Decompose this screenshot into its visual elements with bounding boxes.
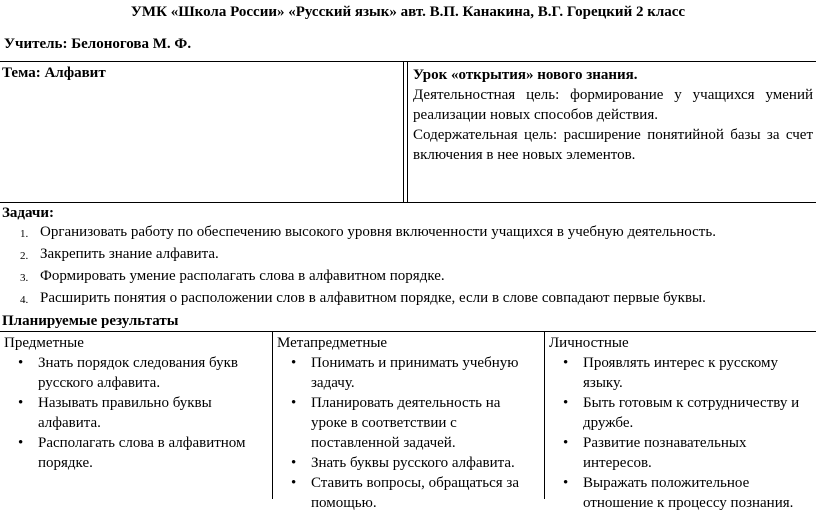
table-divider (407, 62, 408, 202)
results-column-metasubject (272, 332, 544, 511)
list-item: • Развитие познавательных интересов. (545, 433, 816, 473)
results-table (0, 331, 816, 511)
list-item: • Знать порядок следования букв русского алфавита. (0, 353, 271, 393)
lesson-cell (413, 65, 813, 165)
task-text: Расширить понятия о расположении слов в алфавитном порядке, если в слове совпадают первые буквы. (40, 290, 706, 306)
results-column-subject (0, 332, 271, 499)
list-number: 2. (20, 250, 29, 262)
list-item: • Располагать слова в алфавитном порядке. (0, 433, 271, 473)
list-item (20, 266, 810, 288)
column-title: Личностные (549, 335, 629, 351)
list-number: 4. (20, 294, 29, 306)
list-item (20, 244, 810, 266)
list-item (20, 288, 810, 310)
task-text: Закрепить знание алфавита. (40, 246, 219, 262)
column-title: Предметные (4, 335, 84, 351)
list-item: • Ставить вопросы, обращаться за помощью. (273, 473, 544, 513)
lesson-info-table (0, 61, 816, 203)
activity-goal: Деятельностная цель: формирование у учащихся умений реализации новых способов действия. (413, 87, 813, 123)
document-title: УМК «Школа России» «Русский язык» авт. В.П. Канакина, В.Г. Горецкий 2 класс (130, 4, 686, 20)
tasks-list (20, 222, 810, 310)
results-column-personal (544, 332, 816, 511)
list-item: • Планировать деятельность на уроке в соответствии с поставленной задачей. (273, 393, 544, 453)
list-item: • Называть правильно буквы алфавита. (0, 393, 271, 433)
list-number: 1. (20, 228, 29, 240)
table-divider (403, 62, 404, 202)
list-item: • Быть готовым к сотрудничеству и дружбе. (545, 393, 816, 433)
results-heading: Планируемые результаты (2, 313, 179, 329)
lesson-type: Урок «открытия» нового знания. (413, 67, 638, 83)
tasks-heading: Задачи: (2, 205, 55, 221)
list-number: 3. (20, 272, 29, 284)
list-item (20, 222, 810, 244)
list-item: • Понимать и принимать учебную задачу. (273, 353, 544, 393)
column-title: Метапредметные (277, 335, 388, 351)
teacher-name: Учитель: Белоногова М. Ф. (4, 36, 192, 52)
list-item: • Знать буквы русского алфавита. (273, 453, 544, 473)
list-item: • Выражать положительное отношение к процессу познания. (545, 473, 816, 513)
content-goal: Содержательная цель: расширение понятийной базы за счет включения в нее новых элементов. (413, 127, 813, 163)
task-text: Формировать умение располагать слова в алфавитном порядке. (40, 268, 445, 284)
topic-cell: Тема: Алфавит (2, 65, 106, 81)
list-item: • Проявлять интерес к русскому языку. (545, 353, 816, 393)
task-text: Организовать работу по обеспечению высокого уровня включенности учащихся в учебную деятельность. (40, 224, 716, 240)
